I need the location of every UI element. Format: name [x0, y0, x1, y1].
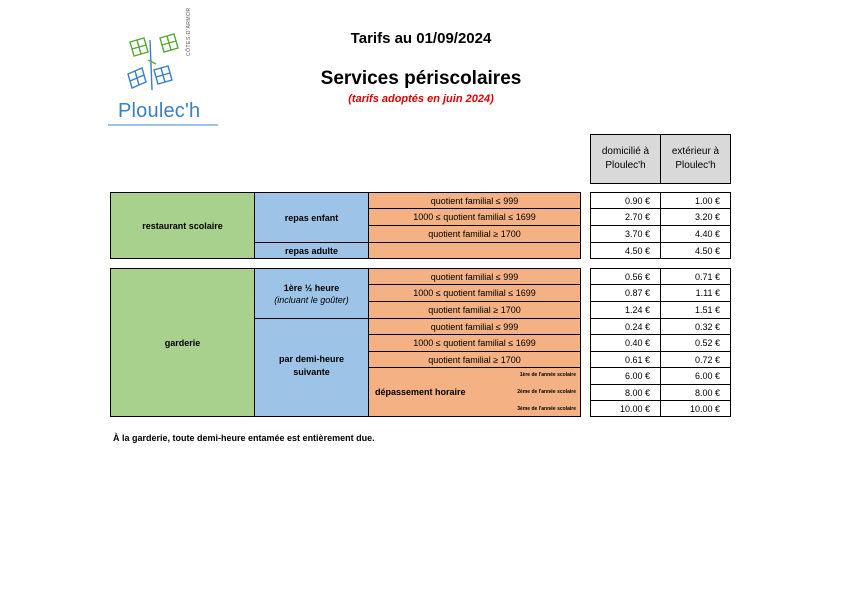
- price-external: 1.00 €: [660, 192, 731, 209]
- repas-adulte-label: repas adulte: [254, 242, 369, 259]
- price-resident: 6.00 €: [590, 367, 661, 385]
- price-resident: 0.56 €: [590, 268, 661, 285]
- column-header-resident: domicilié à Ploulec'h: [590, 134, 661, 184]
- quotient-cell: quotient familial ≤ 999: [368, 192, 581, 209]
- first-half-hour-label: 1ère ½ heure (incluant le goûter): [254, 268, 369, 319]
- date-title: Tarifs au 01/09/2024: [350, 30, 492, 47]
- price-external: 4.50 €: [660, 242, 731, 259]
- price-resident: 0.40 €: [590, 334, 661, 352]
- price-resident: 0.90 €: [590, 192, 661, 209]
- column-header-external: extérieur à Ploulec'h: [660, 134, 731, 184]
- quotient-cell: 1000 ≤ quotient familial ≤ 1699: [368, 208, 581, 226]
- quotient-cell: quotient familial ≥ 1700: [368, 301, 581, 319]
- overtime-cell: dépassement horaire: [368, 367, 581, 417]
- quotient-cell: quotient familial ≥ 1700: [368, 225, 581, 243]
- overtime-label-2: 2ème de l'année scolaire: [517, 389, 576, 395]
- garderie-label: garderie: [110, 268, 255, 417]
- per-half-hour-label: par demi-heure suivante: [254, 318, 369, 417]
- price-external: 0.72 €: [660, 351, 731, 368]
- page-subtitle: (tarifs adoptés en juin 2024): [348, 93, 494, 105]
- price-resident: 0.87 €: [590, 284, 661, 302]
- quotient-cell: quotient familial ≥ 1700: [368, 351, 581, 368]
- logo-text: Ploulec'h: [118, 100, 201, 122]
- quotient-cell: 1000 ≤ quotient familial ≤ 1699: [368, 284, 581, 302]
- footnote: À la garderie, toute demi-heure entamée est entièrement due.: [113, 433, 375, 443]
- price-resident: 2.70 €: [590, 208, 661, 226]
- price-external: 1.11 €: [660, 284, 731, 302]
- price-external: 0.52 €: [660, 334, 731, 352]
- overtime-label-1: 1ère de l'année scolaire: [519, 372, 576, 378]
- quotient-cell: quotient familial ≤ 999: [368, 268, 581, 285]
- price-external: 4.40 €: [660, 225, 731, 243]
- price-external: 10.00 €: [660, 400, 731, 417]
- price-external: 8.00 €: [660, 384, 731, 401]
- quotient-cell: quotient familial ≤ 999: [368, 318, 581, 335]
- price-external: 6.00 €: [660, 367, 731, 385]
- price-resident: 1.24 €: [590, 301, 661, 319]
- restaurant-label: restaurant scolaire: [110, 192, 255, 259]
- price-resident: 0.24 €: [590, 318, 661, 335]
- price-external: 1.51 €: [660, 301, 731, 319]
- price-resident: 0.61 €: [590, 351, 661, 368]
- price-resident: 3.70 €: [590, 225, 661, 243]
- logo-underline: [108, 124, 218, 126]
- overtime-label-3: 3ème de l'année scolaire: [517, 406, 576, 412]
- price-external: 3.20 €: [660, 208, 731, 226]
- page-title: Services périscolaires: [320, 68, 522, 89]
- price-resident: 10.00 €: [590, 400, 661, 417]
- logo-side-text: CÔTES-D'ARMOR: [186, 7, 192, 56]
- price-external: 0.71 €: [660, 268, 731, 285]
- quotient-cell: [368, 242, 581, 259]
- repas-enfant-label: repas enfant: [254, 192, 369, 243]
- price-resident: 8.00 €: [590, 384, 661, 401]
- price-resident: 4.50 €: [590, 242, 661, 259]
- price-external: 0.32 €: [660, 318, 731, 335]
- quotient-cell: 1000 ≤ quotient familial ≤ 1699: [368, 334, 581, 352]
